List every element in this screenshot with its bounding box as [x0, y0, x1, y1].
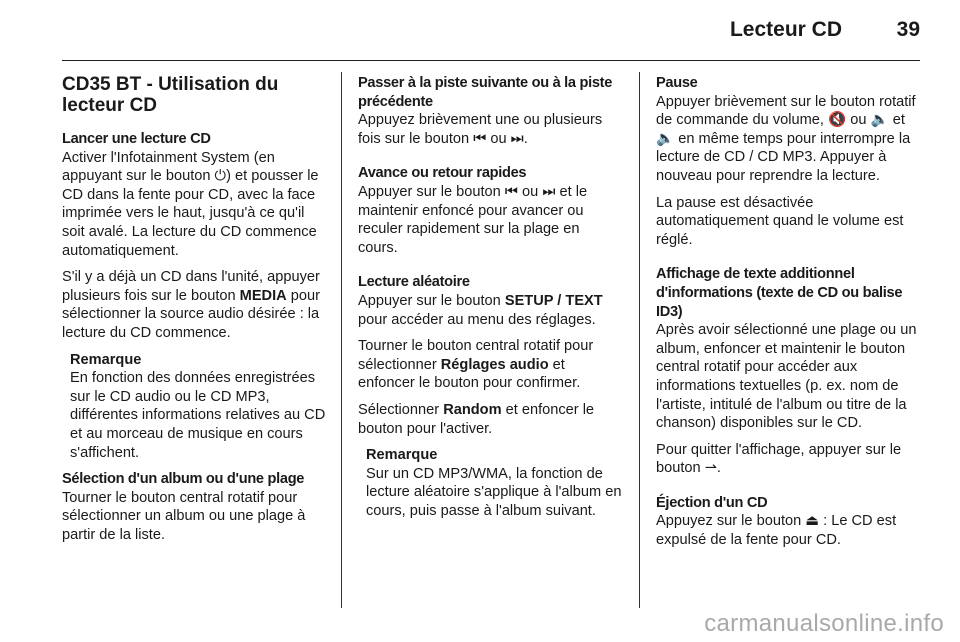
paragraph-reglages — [358, 337, 622, 393]
text: S'il y a déjà un CD dans l'unité, appuyer plusieurs fois sur le bouton — [62, 269, 320, 304]
heading-lancer: Lancer une lecture CD — [62, 131, 211, 147]
paragraph-pause: Appuyer brièvement sur le bouton rotatif de commande du volume, 🔇 ou 🔈 et 🔈 en même temps pour interrompre la lecture de CD / CD MP3. Appuyer à nouveau pour reprendre la lecture. — [656, 93, 916, 184]
column-2 — [358, 74, 622, 528]
spacer — [656, 486, 922, 494]
paragraph-passer: Appuyez brièvement une ou plusieurs fois sur le bouton ⏮ ou ⏭. — [358, 112, 603, 147]
text: pour sélectionner la source audio désirée : la lecture du CD commence. — [62, 287, 320, 341]
reglages-keyword: Réglages audio — [440, 356, 549, 373]
paragraph-random — [358, 401, 622, 438]
spacer — [358, 156, 622, 164]
column-1 — [62, 74, 326, 552]
page-title: Lecteur CD — [729, 18, 842, 41]
heading-aleatoire: Lecture aléatoire — [358, 274, 470, 291]
column-divider-1 — [341, 72, 342, 608]
note-box — [366, 446, 622, 520]
heading-pause: Pause — [656, 75, 698, 91]
random-keyword: Random — [443, 401, 502, 418]
page-header — [0, 0, 960, 62]
paragraph-ejection: Appuyez sur le bouton ⏏ : Le CD est expulsé de la fente pour CD. — [656, 513, 897, 549]
watermark: carmanualsonline.info — [704, 610, 944, 637]
section-title: CD35 BT - Utilisation du lecteur CD — [62, 74, 279, 116]
text: Appuyer sur le bouton — [358, 292, 505, 309]
page-number: 39 — [896, 18, 920, 41]
note-title: Remarque — [70, 351, 142, 368]
text: Sélectionner — [358, 401, 444, 418]
header-rule — [62, 60, 920, 61]
media-keyword: MEDIA — [239, 287, 287, 304]
text: pour accéder au menu des réglages. — [358, 311, 596, 328]
paragraph-avance: Appuyer sur le bouton ⏮ ou ⏭ et le maintenir enfoncé pour avancer ou reculer rapidement sur la plage en cours. — [358, 183, 588, 256]
text: et enfoncer le bouton pour l'activer. — [358, 401, 595, 437]
setup-keyword: SETUP / TEXT — [504, 292, 603, 309]
heading-ejection: Éjection d'un CD — [656, 494, 768, 511]
heading-avance: Avance ou retour rapides — [358, 165, 527, 182]
column-divider-2 — [639, 72, 640, 608]
heading-affichage: Affichage de texte additionnel d'informations (texte de CD ou balise ID3) — [656, 266, 903, 320]
paragraph-pause-auto: La pause est désactivée automatiquement quand le volume est réglé. — [656, 194, 904, 248]
spacer — [358, 265, 622, 273]
text: Tourner le bouton central rotatif pour sélectionner — [358, 338, 594, 373]
heading-passer: Passer à la piste suivante ou à la piste précédente — [358, 75, 613, 110]
paragraph-selection: Tourner le bouton central rotatif pour sélectionner un album ou une plage à partir de la liste. — [62, 489, 306, 543]
note-title: Remarque — [366, 447, 438, 464]
spacer — [656, 257, 922, 265]
note-text: Sur un CD MP3/WMA, la fonction de lecture aléatoire s'applique à l'album en cours, puis passe à l'album suivant. — [366, 465, 622, 519]
heading-selection: Sélection d'un album ou d'une plage — [62, 471, 305, 488]
paragraph-lancer: Activer l'Infotainment System (en appuyant sur le bouton ⏻) et pousser le CD dans la fente pour CD, avec la face imprimée vers le haut, jusqu'à ce qu'il soit avalé. La lecture du CD commence automatiquement. — [62, 149, 319, 259]
note-box — [70, 351, 326, 463]
text: et enfoncer le bouton pour confirmer. — [358, 356, 581, 392]
paragraph-affichage: Après avoir sélectionné une plage ou un album, enfoncer et maintenir le bouton central rotatif pour accéder aux informations textuelles (p. ex. nom de l'artiste, intitulé de l'album ou titre de la chanson) disponibles sur le CD. — [656, 322, 917, 432]
paragraph-setup — [358, 292, 622, 329]
note-text: En fonction des données enregistrées sur le CD audio ou le CD MP3, différentes informations relatives au CD et au morceau de musique en cours s'affichent. — [70, 370, 326, 461]
paragraph-media — [62, 268, 326, 342]
paragraph-quitter: Pour quitter l'affichage, appuyer sur le bouton ⇀. — [656, 441, 902, 477]
column-3 — [656, 74, 922, 558]
